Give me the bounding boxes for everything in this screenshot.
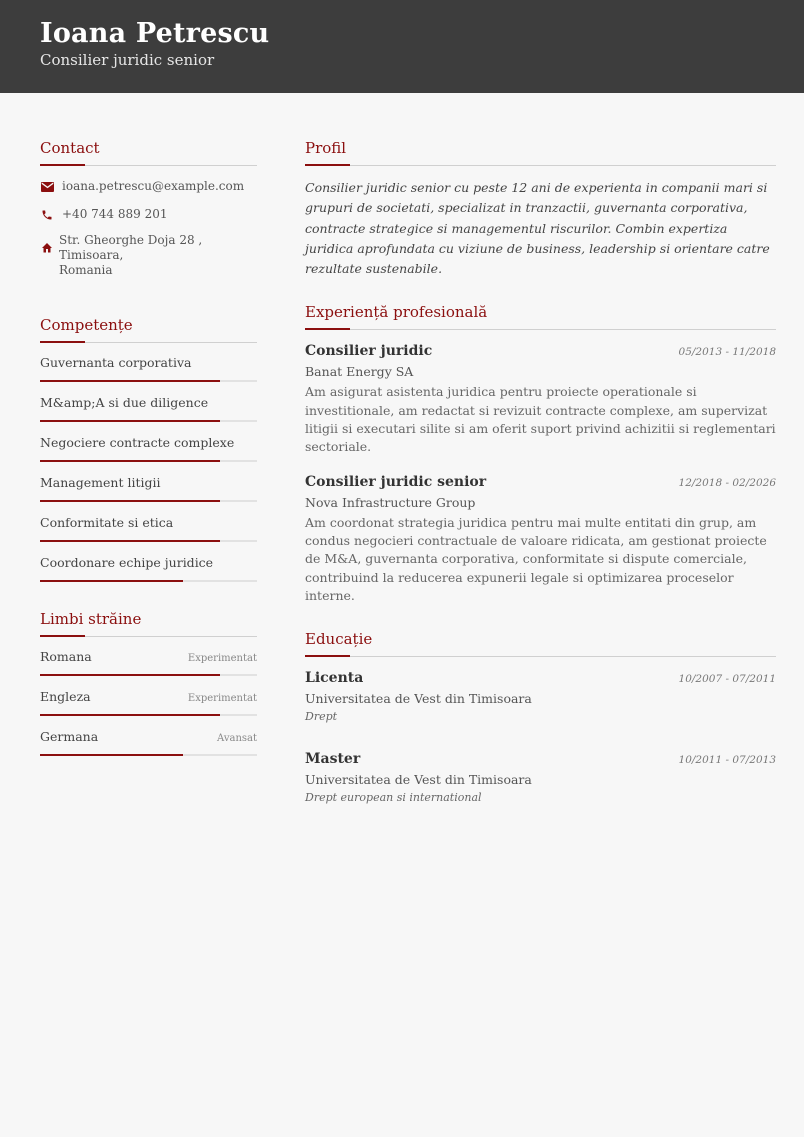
language-level-fill xyxy=(40,714,220,716)
education-date: 10/2007 - 07/2011 xyxy=(678,673,776,686)
address-line-2: Romania xyxy=(59,263,113,277)
contact-section xyxy=(40,139,257,278)
school-name: Universitatea de Vest din Timisoara xyxy=(305,691,532,707)
skill-label: Conformitate si etica xyxy=(40,515,174,530)
education-entry xyxy=(305,669,776,724)
job-role: Consilier juridic senior xyxy=(305,473,487,490)
skill-label: Guvernanta corporativa xyxy=(40,355,192,370)
education-heading: Educație xyxy=(305,630,373,649)
experience-entry xyxy=(305,473,776,605)
resume-header xyxy=(0,0,804,93)
job-description: Am asigurat asistenta juridica pentru proiecte operationale si investitionale, am redactat si revizuit contracte complexe, am supervizat litigii si executari silite si am oferit suport privind achizitii si reglementari sectoriale. xyxy=(305,384,776,455)
skill-item xyxy=(40,395,257,422)
section-divider xyxy=(40,636,257,637)
skill-item xyxy=(40,355,257,382)
language-level: Experimentat xyxy=(187,693,257,704)
profile-text: Consilier juridic senior cu peste 12 ani de experienta in companii mari si grupuri de societati, specializat in tranzactii, guvernanta corporativa, contracte strategice si managementul riscurilor. Combin expertiza juridica aprofundata cu viziune de business, leadership si orientare catre rezultate sustenabile. xyxy=(305,180,770,277)
skill-level-bar xyxy=(40,500,257,502)
skill-label: Coordonare echipe juridice xyxy=(40,555,214,570)
profile-heading: Profil xyxy=(305,139,347,157)
experience-heading: Experiență profesională xyxy=(305,303,488,322)
job-description: Am coordonat strategia juridica pentru mai multe entitati din grup, am condus negocieri contractuale de valoare ridicata, am gestionat proiecte de M&A, guvernanta corporativa, conformitate si dispute comerciale, contribuind la reducerea expunerii legale si optimizarea proceselor interne. xyxy=(305,514,767,603)
language-level-bar xyxy=(40,754,257,756)
language-item xyxy=(40,689,257,716)
language-item xyxy=(40,729,257,756)
language-level-bar xyxy=(40,714,257,716)
skill-level-fill xyxy=(40,580,183,582)
address-line-1: Str. Gheorghe Doja 28 , Timisoara, xyxy=(59,233,203,262)
experience-entry xyxy=(305,342,776,456)
section-divider xyxy=(305,329,776,330)
skill-level-bar xyxy=(40,580,257,582)
skills-heading: Competențe xyxy=(40,316,133,334)
section-divider xyxy=(40,342,257,343)
job-role: Consilier juridic xyxy=(305,343,433,360)
skill-label: M&amp;A si due diligence xyxy=(40,395,209,410)
profile-section xyxy=(305,139,776,279)
language-level: Experimentat xyxy=(187,653,257,664)
section-divider xyxy=(305,165,776,166)
language-level-bar xyxy=(40,674,257,676)
languages-section xyxy=(40,610,257,756)
skill-level-bar xyxy=(40,540,257,542)
skill-level-fill xyxy=(40,500,220,502)
degree-name: Master xyxy=(305,751,361,768)
education-entry xyxy=(305,750,776,805)
contact-phone-row xyxy=(40,207,257,222)
email-icon xyxy=(40,180,54,194)
skill-level-fill xyxy=(40,540,220,542)
education-date: 10/2011 - 07/2013 xyxy=(678,754,776,767)
job-date: 12/2018 - 02/2026 xyxy=(678,476,776,489)
skill-level-fill xyxy=(40,460,220,462)
language-label: Romana xyxy=(40,649,92,664)
experience-section xyxy=(305,303,776,605)
contact-heading: Contact xyxy=(40,139,100,157)
section-divider xyxy=(40,165,257,166)
language-level: Avansat xyxy=(217,733,257,744)
study-field: Drept european si international xyxy=(305,791,482,805)
language-label: Engleza xyxy=(40,689,91,704)
skill-item xyxy=(40,555,257,582)
candidate-name: Ioana Petrescu xyxy=(40,18,270,49)
skill-level-bar xyxy=(40,460,257,462)
skill-level-fill xyxy=(40,380,220,382)
education-section xyxy=(305,630,776,805)
skills-section xyxy=(40,316,257,582)
skill-label: Management litigii xyxy=(40,475,161,490)
skill-label: Negociere contracte complexe xyxy=(40,435,235,450)
contact-phone: +40 744 889 201 xyxy=(62,207,168,221)
skill-level-bar xyxy=(40,380,257,382)
language-item xyxy=(40,649,257,676)
job-company: Nova Infrastructure Group xyxy=(305,494,476,510)
languages-heading: Limbi străine xyxy=(40,610,142,628)
contact-email-row xyxy=(40,179,257,194)
language-label: Germana xyxy=(40,729,99,744)
contact-address xyxy=(59,233,257,278)
skill-level-fill xyxy=(40,420,220,422)
job-date: 05/2013 - 11/2018 xyxy=(678,346,776,359)
language-level-fill xyxy=(40,674,220,676)
skill-item xyxy=(40,475,257,502)
school-name: Universitatea de Vest din Timisoara xyxy=(305,772,532,788)
candidate-title: Consilier juridic senior xyxy=(40,51,215,69)
degree-name: Licenta xyxy=(305,670,364,687)
skill-level-bar xyxy=(40,420,257,422)
study-field: Drept xyxy=(305,710,338,724)
home-icon xyxy=(40,240,54,254)
skill-item xyxy=(40,515,257,542)
language-level-fill xyxy=(40,754,183,756)
right-column xyxy=(305,139,776,805)
skill-item xyxy=(40,435,257,462)
phone-icon xyxy=(40,208,54,222)
contact-address-row xyxy=(40,233,257,278)
left-column xyxy=(40,139,257,756)
job-company: Banat Energy SA xyxy=(305,364,414,380)
contact-email[interactable]: ioana.petrescu@example.com xyxy=(62,179,245,193)
section-divider xyxy=(305,656,776,657)
